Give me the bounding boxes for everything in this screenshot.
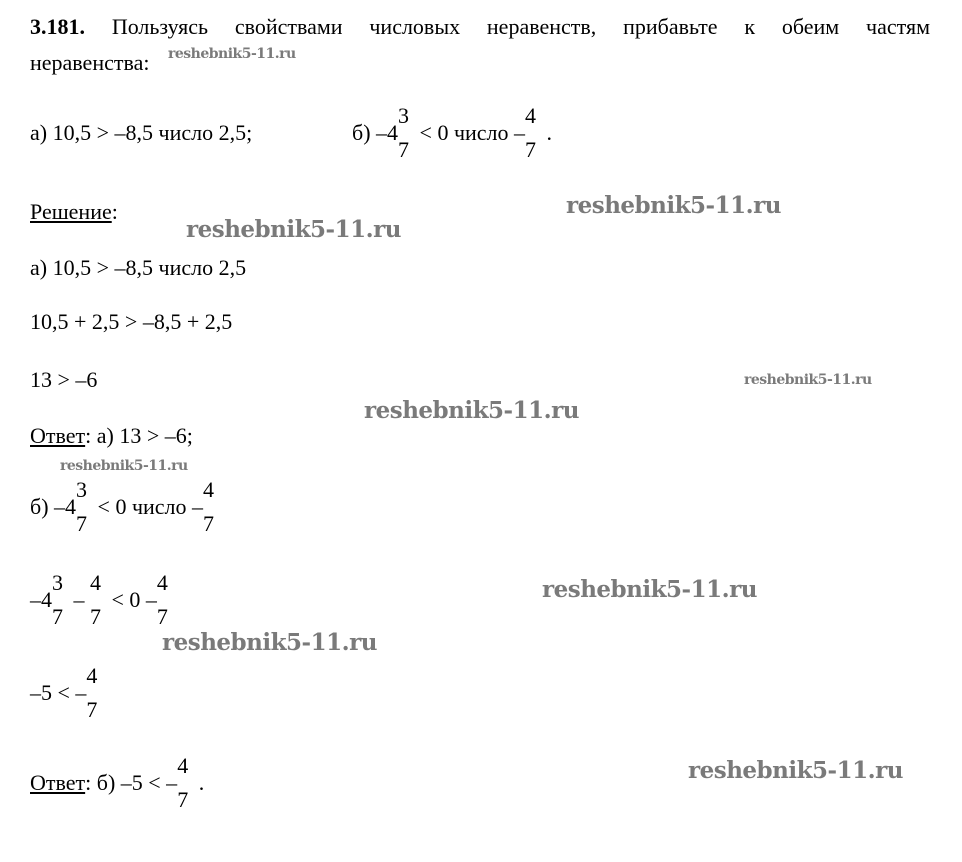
- solution-a2: 10,5 + 2,5 > –8,5 + 2,5: [30, 309, 233, 334]
- solution-a3: 13 > –6: [30, 367, 98, 392]
- watermark: reshebnik5-11.ru: [186, 216, 401, 243]
- part-a: а) 10,5 > –8,5 число 2,5;: [30, 120, 253, 145]
- problem-statement: [30, 14, 930, 40]
- answer-b: Ответ: б) –5 < – 4 7 .: [30, 753, 205, 812]
- solution-b3: –5 < – 4 7: [30, 663, 98, 722]
- solution-heading: Решение:: [30, 199, 118, 224]
- problem-text: Пользуясь свойствами числовых неравенств, прибавьте к обеим частям: [111, 14, 930, 39]
- watermark: reshebnik5-11.ru: [168, 46, 296, 62]
- part-b: б) –4 3 7 < 0 число – 4 7 .: [352, 103, 553, 162]
- watermark: reshebnik5-11.ru: [542, 576, 757, 603]
- watermark: reshebnik5-11.ru: [162, 629, 377, 656]
- solution-b2: –4 3 7 – 4 7 < 0 – 4 7: [30, 570, 168, 629]
- answer-a: Ответ: а) 13 > –6;: [30, 423, 193, 448]
- problem-text-2: неравенства:: [30, 50, 150, 75]
- watermark: reshebnik5-11.ru: [60, 458, 188, 474]
- solution-a1: а) 10,5 > –8,5 число 2,5: [30, 255, 247, 280]
- solution-b1: б) –4 3 7 < 0 число – 4 7: [30, 477, 215, 536]
- watermark: reshebnik5-11.ru: [744, 372, 872, 388]
- watermark: reshebnik5-11.ru: [688, 757, 903, 784]
- watermark: reshebnik5-11.ru: [566, 192, 781, 219]
- watermark: reshebnik5-11.ru: [364, 397, 579, 424]
- problem-number: 3.181.: [30, 14, 85, 39]
